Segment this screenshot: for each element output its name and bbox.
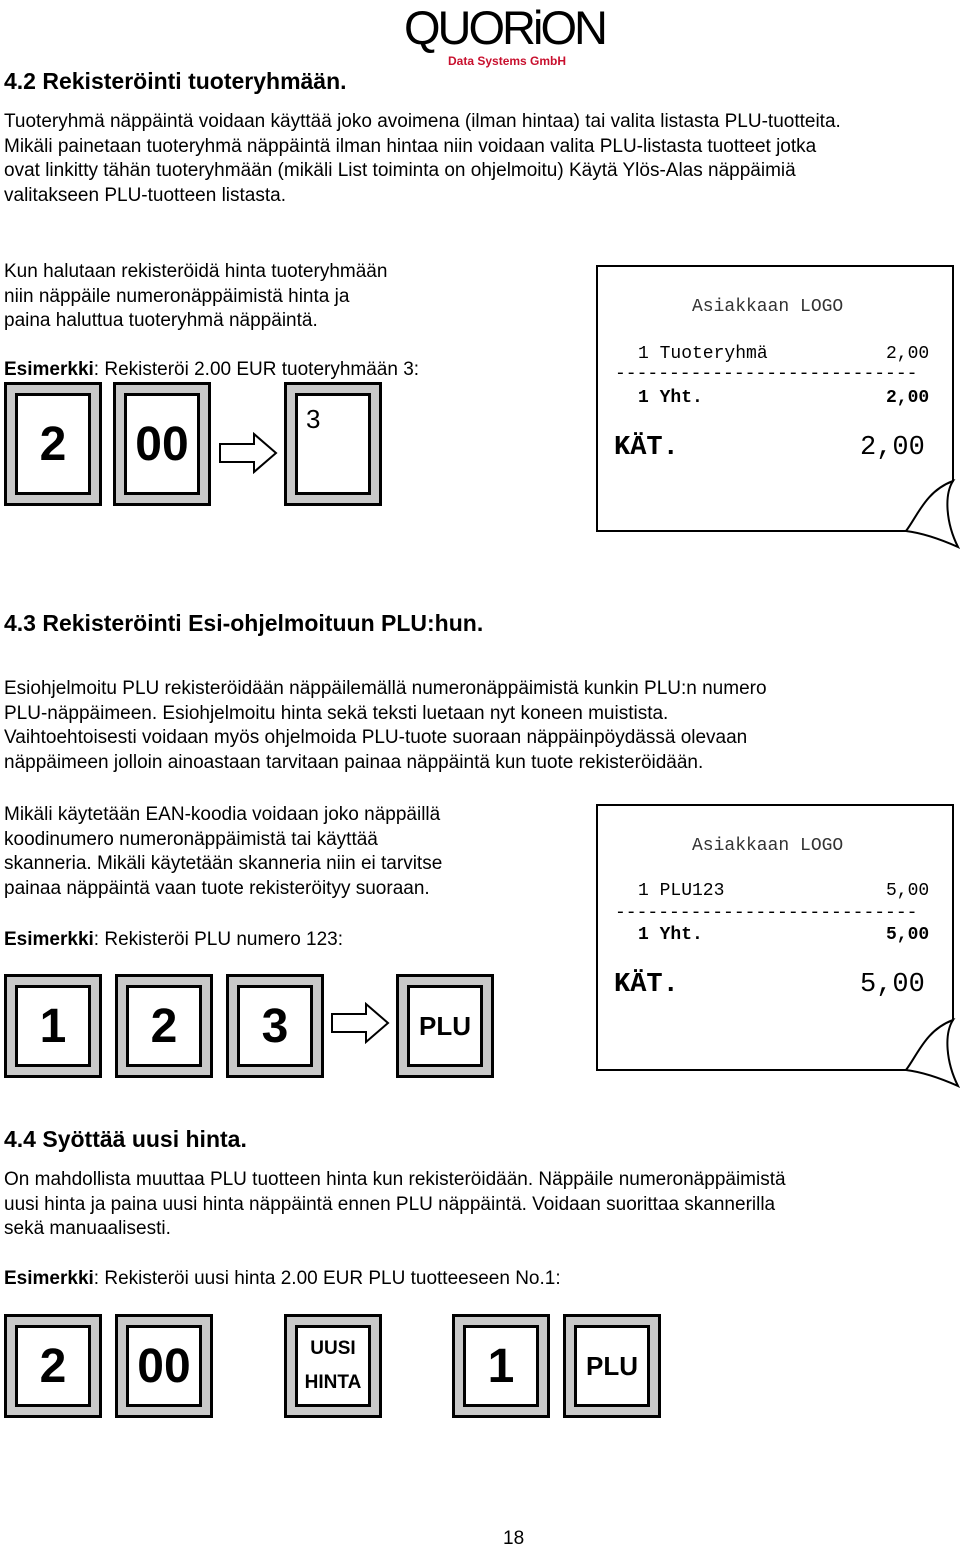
section-4-3-ean (4, 803, 584, 901)
key-1 (452, 1314, 550, 1418)
key-1 (4, 974, 102, 1078)
key-2 (4, 1314, 102, 1418)
text-line: Kun halutaan rekisteröidä hinta tuoteryhmään (4, 261, 388, 282)
example-text: : Rekisteröi 2.00 EUR tuoteryhmään 3: (93, 359, 420, 380)
example-line (4, 928, 343, 953)
example-label: Esimerkki (4, 359, 94, 380)
key-label: 00 (124, 393, 200, 495)
logo-subtitle: Data Systems GmbH (448, 54, 567, 68)
receipt-total-name: 1 Yht. (638, 925, 703, 945)
section-4-2-paragraph (4, 110, 956, 208)
key-label: 3 (295, 393, 371, 495)
key-label: 2 (15, 393, 91, 495)
receipt-total-value: 5,00 (886, 925, 930, 945)
text-line: Tuoteryhmä näppäintä voidaan käyttää joko avoimena (ilman hintaa) tai valita listasta PLU-tuotteita. (4, 111, 841, 132)
example-label: Esimerkki (4, 1268, 94, 1289)
key-label: 2 (126, 985, 202, 1067)
text-line: Mikäli painetaan tuoteryhmä näppäintä ilman hintaa niin voidaan valita PLU-listasta tuotteet jotka (4, 135, 817, 157)
receipt-4-3 (596, 804, 960, 1094)
text-line: PLU-näppäimeen. Esiohjelmoitu hinta sekä teksti luetaan nyt koneen muistista. (4, 702, 669, 724)
key-label: 2 (15, 1325, 91, 1407)
text-line: Mikäli käytetään EAN-koodia voidaan joko näppäillä (4, 804, 441, 825)
receipt-item-value: 5,00 (886, 881, 930, 901)
section-4-4-title: 4.4 Syöttää uusi hinta. (4, 1126, 247, 1152)
receipt-payment-value: 5,00 (860, 970, 925, 1000)
key-3 (284, 382, 382, 506)
example-text: : Rekisteröi uusi hinta 2.00 EUR PLU tuotteeseen No.1: (93, 1268, 561, 1289)
key-label: UUSI (310, 1338, 356, 1359)
text-line: Esiohjelmoitu PLU rekisteröidään näppäilemällä numeronäppäimistä kunkin PLU:n numero (4, 678, 767, 699)
text-line: valitakseen PLU-tuotteen listasta. (4, 184, 286, 206)
key-00 (113, 382, 211, 506)
section-4-3-paragraph (4, 677, 956, 775)
key-plu (563, 1314, 661, 1418)
example-line (4, 358, 419, 383)
text-line: paina haluttua tuoteryhmä näppäintä. (4, 310, 318, 332)
receipt-4-2 (596, 265, 960, 555)
text-line: Vaihtoehtoisesti voidaan myös ohjelmoida PLU-tuote suoraan näppäinpöydässä olevaan (4, 727, 748, 749)
receipt-separator: ---------------------------- (615, 364, 918, 384)
quorion-logo (404, 1, 634, 68)
example-line (4, 1267, 561, 1292)
text-line: koodinumero numeronäppäimistä tai käyttää (4, 828, 378, 850)
key-label: PLU (407, 985, 483, 1067)
key-00 (115, 1314, 213, 1418)
key-label: 1 (463, 1325, 539, 1407)
key-plu (396, 974, 494, 1078)
arrow-right-icon (218, 432, 280, 474)
arrow-right-icon (330, 1002, 392, 1044)
receipt-total-value: 2,00 (886, 388, 930, 408)
key-face (295, 1325, 371, 1407)
section-4-3-title: 4.3 Rekisteröinti Esi-ohjelmoituun PLU:hun. (4, 610, 484, 636)
text-line: uusi hinta ja paina uusi hinta näppäintä ennen PLU näppäintä. Voidaan suorittaa skannerilla (4, 1193, 776, 1215)
receipt-logo-text: Asiakkaan LOGO (692, 836, 844, 856)
key-label: HINTA (304, 1372, 362, 1393)
key-3 (226, 974, 324, 1078)
receipt-item-name: 1 Tuoteryhmä (638, 344, 768, 364)
key-2 (4, 382, 102, 506)
key-2 (115, 974, 213, 1078)
text-line: sekä manuaalisesti. (4, 1218, 171, 1240)
key-label: PLU (574, 1325, 650, 1407)
receipt-payment-name: KÄT. (614, 970, 679, 1000)
text-line: painaa näppäintä vaan tuote rekisteröityy suoraan. (4, 877, 430, 899)
example-label: Esimerkki (4, 929, 94, 950)
logo-wordmark: QUORiON (404, 1, 605, 54)
text-line: skanneria. Mikäli käytetään skanneria niin ei tarvitse (4, 853, 443, 875)
key-label: 1 (15, 985, 91, 1067)
receipt-logo-text: Asiakkaan LOGO (692, 297, 844, 317)
receipt-payment-name: KÄT. (614, 433, 679, 463)
receipt-total-name: 1 Yht. (638, 388, 703, 408)
page-number: 18 (503, 1528, 525, 1549)
section-4-2-title: 4.2 Rekisteröinti tuoteryhmään. (4, 68, 347, 94)
text-line: On mahdollista muuttaa PLU tuotteen hinta kun rekisteröidään. Näppäile numeronäppäimistä (4, 1169, 786, 1190)
section-4-4-paragraph (4, 1168, 956, 1242)
receipt-item-name: 1 PLU123 (638, 881, 725, 901)
section-4-2-instructions (4, 260, 564, 334)
receipt-separator: ---------------------------- (615, 903, 918, 923)
text-line: niin näppäile numeronäppäimistä hinta ja (4, 285, 350, 307)
receipt-item-value: 2,00 (886, 344, 930, 364)
key-label: 00 (126, 1325, 202, 1407)
text-line: näppäimeen jolloin ainoastaan tarvitaan painaa näppäintä kun tuote rekisteröidään. (4, 751, 704, 773)
receipt-payment-value: 2,00 (860, 433, 925, 463)
key-label: 3 (237, 985, 313, 1067)
text-line: ovat linkitty tähän tuoteryhmään (mikäli List toiminta on ohjelmoitu) Käytä Ylös-Alas näppäimiä (4, 160, 796, 182)
key-new-price (284, 1314, 382, 1418)
example-text: : Rekisteröi PLU numero 123: (93, 929, 344, 950)
